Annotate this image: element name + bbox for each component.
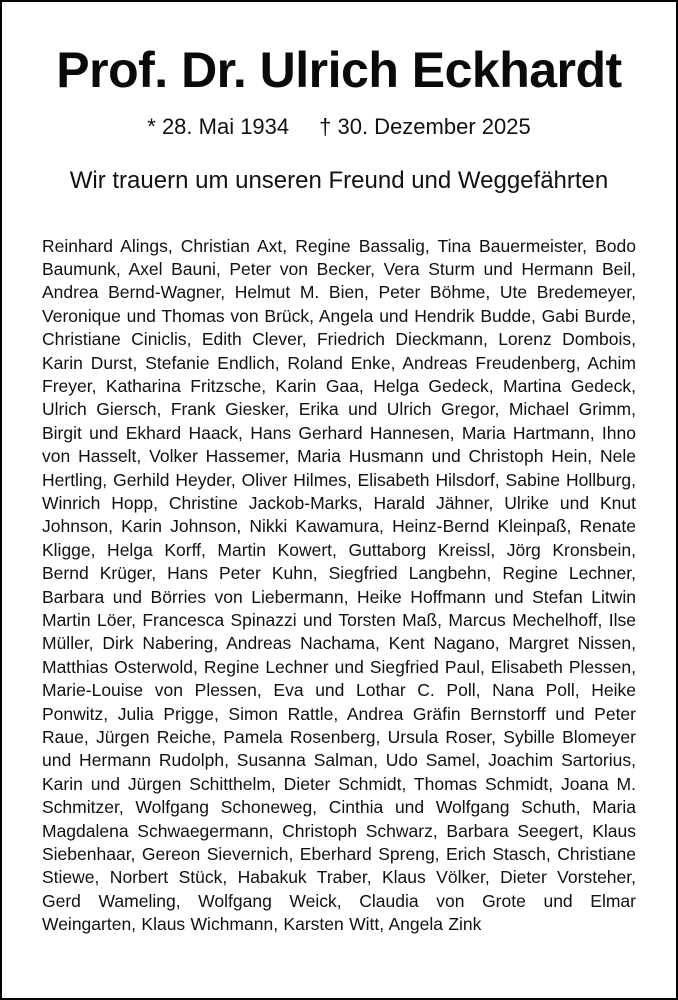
birth-date: * 28. Mai 1934 [147, 113, 290, 139]
condolence-line: Wir trauern um unseren Freund und Weggefährten [69, 166, 609, 194]
death-date: † 30. Dezember 2025 [319, 113, 531, 139]
life-dates [42, 114, 636, 140]
deceased-name: Prof. Dr. Ulrich Eckhardt [56, 42, 622, 98]
mourners-paragraph: Reinhard Alings, Christian Axt, Regine Bassalig, Tina Bauermeister, Bodo Baumunk, Axel Bauni, Peter von Becker, Vera Sturm und Hermann Beil, Andrea Bernd-Wagner, Helmut M. Bien, Peter Böhme, Ute Bredemeyer, Veronique und Thomas von Brück, Angela und Hendrik Budde, Gabi Burde, Christiane Ciniclis, Edith Clever, Friedrich Dieckmann, Lorenz Dombois, Karin Durst, Stefanie Endlich, Roland Enke, Andreas Freudenberg, Achim Freyer, Katharina Fritzsche, Karin Gaa, Helga Gedeck, Martina Gedeck, Ulrich Giersch, Frank Giesker, Erika und Ulrich Gregor, Michael Grimm, Birgit und Ekhard Haack, Hans Gerhard Hannesen, Maria Hartmann, Ihno von Hasselt, Volker Hassemer, Maria Husmann und Christoph Hein, Nele Hertling, Gerhild Heyder, Oliver Hilmes, Elisabeth Hilsdorf, Sabine Hollburg, Winrich Hopp, Christine Jackob-Marks, Harald Jähner, Ulrike und Knut Johnson, Karin Johnson, Nikki Kawamura, Heinz-Bernd Kleinpaß, Renate Kligge, Helga Korff, Martin Kowert, Guttaborg Kreissl, Jörg Kronsbein, Bernd Krüger, Hans Peter Kuhn, Siegfried Langbehn, Regine Lechner, Barbara und Börries von Liebermann, Heike Hoffmann und Stefan Litwin Martin Löer, Francesca Spinazzi und Torsten Maß, Marcus Mechelhoff, Ilse Müller, Dirk Nabering, Andreas Nachama, Kent Nagano, Margret Nissen, Matthias Osterwold, Regine Lechner und Siegfried Paul, Elisabeth Plessen, Marie-Louise von Plessen, Eva und Lothar C. Poll, Nana Poll, Heike Ponwitz, Julia Prigge, Simon Rattle, Andrea Gräfin Bernstorff und Peter Raue, Jürgen Reiche, Pamela Rosenberg, Ursula Roser, Sybille Blomeyer und Hermann Rudolph, Susanna Salman, Udo Samel, Joachim Sartorius, Karin und Jürgen Schitthelm, Dieter Schmidt, Thomas Schmidt, Joana M. Schmitzer, Wolfgang Schoneweg, Cinthia und Wolfgang Schuth, Maria Magdalena Schwaegermann, Christoph Schwarz, Barbara Seegert, Klaus Siebenhaar, Gereon Sievernich, Eberhard Spreng, Erich Stasch, Christiane Stiewe, Norbert Stück, Habakuk Traber, Klaus Völker, Dieter Vorsteher, Gerd Wameling, Wolfgang Weick, Claudia von Grote und Elmar Weingarten, Klaus Wichmann, Karsten Witt, Angela Zink [42, 235, 636, 935]
